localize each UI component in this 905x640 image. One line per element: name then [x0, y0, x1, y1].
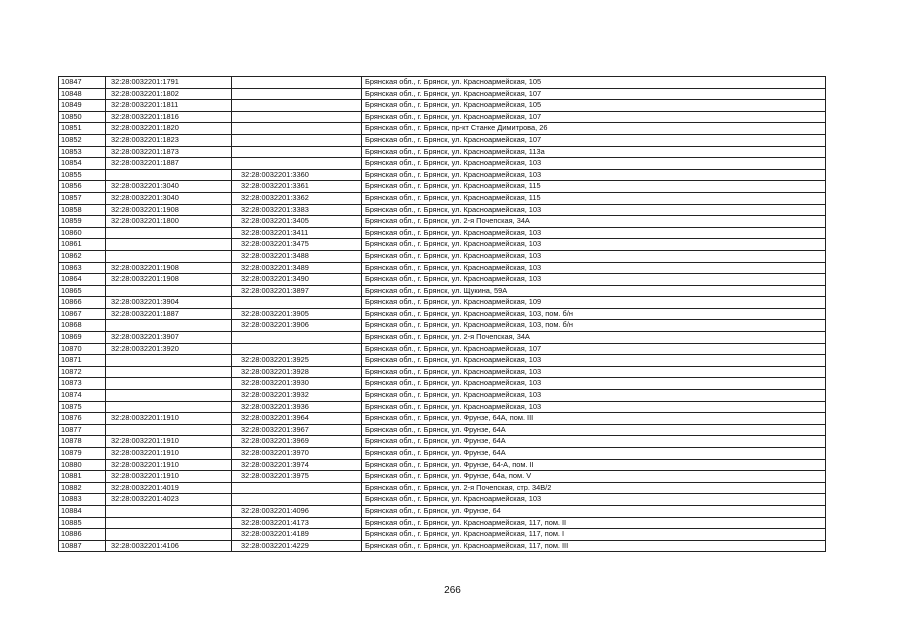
table-row	[59, 123, 826, 135]
table-body	[59, 77, 826, 552]
cadastral-number-cell: 32:28:0032201:1910	[106, 471, 232, 483]
row-number-cell: 10870	[59, 343, 106, 355]
address-cell: Брянская обл., г. Брянск, ул. Красноармейская, 103	[362, 250, 826, 262]
table-row	[59, 436, 826, 448]
row-number-cell: 10880	[59, 459, 106, 471]
cadastral-number-cell: 32:28:0032201:4023	[106, 494, 232, 506]
cadastral-number-cell: 32:28:0032201:3907	[106, 332, 232, 344]
object-cadastral-number-cell: 32:28:0032201:3383	[232, 204, 362, 216]
row-number-cell: 10876	[59, 413, 106, 425]
row-number-cell: 10867	[59, 308, 106, 320]
table-row	[59, 494, 826, 506]
address-cell: Брянская обл., г. Брянск, ул. Фрунзе, 64	[362, 505, 826, 517]
address-cell: Брянская обл., г. Брянск, ул. Красноармейская, 103	[362, 401, 826, 413]
cadastral-number-cell: 32:28:0032201:1887	[106, 158, 232, 170]
object-cadastral-number-cell: 32:28:0032201:3488	[232, 250, 362, 262]
row-number-cell: 10848	[59, 88, 106, 100]
object-cadastral-number-cell: 32:28:0032201:3928	[232, 366, 362, 378]
address-cell: Брянская обл., г. Брянск, ул. Фрунзе, 64а, пом. V	[362, 471, 826, 483]
cadastral-number-cell: 32:28:0032201:1910	[106, 459, 232, 471]
address-cell: Брянская обл., г. Брянск, ул. Красноармейская, 115	[362, 192, 826, 204]
address-cell: Брянская обл., г. Брянск, ул. Красноармейская, 103	[362, 227, 826, 239]
object-cadastral-number-cell: 32:28:0032201:3969	[232, 436, 362, 448]
row-number-cell: 10886	[59, 529, 106, 541]
address-cell: Брянская обл., г. Брянск, ул. Красноармейская, 117, пом. II	[362, 517, 826, 529]
table-row	[59, 459, 826, 471]
object-cadastral-number-cell: 32:28:0032201:3974	[232, 459, 362, 471]
table-row	[59, 517, 826, 529]
cadastral-number-cell: 32:28:0032201:3920	[106, 343, 232, 355]
cadastral-number-cell	[106, 378, 232, 390]
object-cadastral-number-cell: 32:28:0032201:3489	[232, 262, 362, 274]
object-cadastral-number-cell: 32:28:0032201:3897	[232, 285, 362, 297]
cadastral-number-cell: 32:28:0032201:1908	[106, 204, 232, 216]
row-number-cell: 10854	[59, 158, 106, 170]
cadastral-number-cell	[106, 401, 232, 413]
cadastral-number-cell: 32:28:0032201:1910	[106, 448, 232, 460]
address-cell: Брянская обл., г. Брянск, ул. Красноармейская, 107	[362, 111, 826, 123]
cadastral-number-cell	[106, 285, 232, 297]
cadastral-number-cell	[106, 366, 232, 378]
row-number-cell: 10873	[59, 378, 106, 390]
object-cadastral-number-cell	[232, 158, 362, 170]
cadastral-number-cell	[106, 169, 232, 181]
address-cell: Брянская обл., г. Брянск, ул. Красноармейская, 103	[362, 366, 826, 378]
table-row	[59, 204, 826, 216]
object-cadastral-number-cell: 32:28:0032201:3411	[232, 227, 362, 239]
address-cell: Брянская обл., г. Брянск, ул. Фрунзе, 64-А, пом. II	[362, 459, 826, 471]
cadastral-number-cell: 32:28:0032201:1802	[106, 88, 232, 100]
object-cadastral-number-cell: 32:28:0032201:3930	[232, 378, 362, 390]
table-row	[59, 529, 826, 541]
object-cadastral-number-cell: 32:28:0032201:3490	[232, 274, 362, 286]
address-cell: Брянская обл., г. Брянск, ул. 2-я Почепская, 34А	[362, 216, 826, 228]
object-cadastral-number-cell: 32:28:0032201:3967	[232, 424, 362, 436]
cadastral-number-cell	[106, 355, 232, 367]
object-cadastral-number-cell: 32:28:0032201:3360	[232, 169, 362, 181]
table-row	[59, 297, 826, 309]
cadastral-number-cell: 32:28:0032201:3904	[106, 297, 232, 309]
row-number-cell: 10856	[59, 181, 106, 193]
cadastral-number-cell: 32:28:0032201:4106	[106, 540, 232, 552]
cadastral-number-cell: 32:28:0032201:4019	[106, 482, 232, 494]
address-cell: Брянская обл., г. Брянск, ул. Красноармейская, 103	[362, 204, 826, 216]
row-number-cell: 10849	[59, 100, 106, 112]
table-row	[59, 77, 826, 89]
row-number-cell: 10871	[59, 355, 106, 367]
table-row	[59, 250, 826, 262]
address-cell: Брянская обл., г. Брянск, ул. 2-я Почепская, 34А	[362, 332, 826, 344]
address-cell: Брянская обл., г. Брянск, ул. Фрунзе, 64А	[362, 436, 826, 448]
cadastral-number-cell: 32:28:0032201:1816	[106, 111, 232, 123]
row-number-cell: 10847	[59, 77, 106, 89]
object-cadastral-number-cell	[232, 494, 362, 506]
table-row	[59, 308, 826, 320]
table-row	[59, 262, 826, 274]
row-number-cell: 10872	[59, 366, 106, 378]
object-cadastral-number-cell: 32:28:0032201:4096	[232, 505, 362, 517]
object-cadastral-number-cell	[232, 111, 362, 123]
table-row	[59, 471, 826, 483]
cadastral-number-cell: 32:28:0032201:1820	[106, 123, 232, 135]
table-row	[59, 482, 826, 494]
object-cadastral-number-cell	[232, 100, 362, 112]
address-cell: Брянская обл., г. Брянск, ул. Фрунзе, 64А	[362, 448, 826, 460]
table-row	[59, 239, 826, 251]
object-cadastral-number-cell: 32:28:0032201:3905	[232, 308, 362, 320]
address-cell: Брянская обл., г. Брянск, ул. Красноармейская, 117, пом. III	[362, 540, 826, 552]
address-cell: Брянская обл., г. Брянск, ул. Красноармейская, 103	[362, 169, 826, 181]
object-cadastral-number-cell: 32:28:0032201:3970	[232, 448, 362, 460]
cadastral-number-cell: 32:28:0032201:1800	[106, 216, 232, 228]
table-row	[59, 540, 826, 552]
object-cadastral-number-cell: 32:28:0032201:3975	[232, 471, 362, 483]
cadastral-number-cell: 32:28:0032201:1910	[106, 436, 232, 448]
table-row	[59, 100, 826, 112]
object-cadastral-number-cell: 32:28:0032201:3475	[232, 239, 362, 251]
cadastral-number-cell: 32:28:0032201:1791	[106, 77, 232, 89]
address-cell: Брянская обл., г. Брянск, ул. Фрунзе, 64А	[362, 424, 826, 436]
cadastral-number-cell: 32:28:0032201:1823	[106, 134, 232, 146]
row-number-cell: 10859	[59, 216, 106, 228]
address-cell: Брянская обл., г. Брянск, ул. Красноармейская, 105	[362, 77, 826, 89]
row-number-cell: 10865	[59, 285, 106, 297]
object-cadastral-number-cell	[232, 343, 362, 355]
row-number-cell: 10862	[59, 250, 106, 262]
object-cadastral-number-cell: 32:28:0032201:3405	[232, 216, 362, 228]
object-cadastral-number-cell: 32:28:0032201:3361	[232, 181, 362, 193]
cadastral-number-cell: 32:28:0032201:1908	[106, 274, 232, 286]
cadastral-number-cell: 32:28:0032201:1811	[106, 100, 232, 112]
object-cadastral-number-cell	[232, 332, 362, 344]
cadastral-number-cell: 32:28:0032201:1873	[106, 146, 232, 158]
cadastral-number-cell: 32:28:0032201:1887	[106, 308, 232, 320]
address-cell: Брянская обл., г. Брянск, ул. Красноармейская, 103	[362, 274, 826, 286]
table-row	[59, 192, 826, 204]
table-row	[59, 413, 826, 425]
cadastral-number-cell: 32:28:0032201:3040	[106, 192, 232, 204]
address-cell: Брянская обл., г. Брянск, ул. Красноармейская, 117, пом. I	[362, 529, 826, 541]
row-number-cell: 10874	[59, 390, 106, 402]
table-row	[59, 181, 826, 193]
object-cadastral-number-cell	[232, 88, 362, 100]
table-row	[59, 366, 826, 378]
table-row	[59, 88, 826, 100]
cadastral-number-cell	[106, 239, 232, 251]
row-number-cell: 10864	[59, 274, 106, 286]
row-number-cell: 10850	[59, 111, 106, 123]
cadastral-number-cell	[106, 390, 232, 402]
cadastral-number-cell: 32:28:0032201:3040	[106, 181, 232, 193]
address-cell: Брянская обл., г. Брянск, ул. Красноармейская, 107	[362, 343, 826, 355]
table-row	[59, 390, 826, 402]
row-number-cell: 10881	[59, 471, 106, 483]
row-number-cell: 10868	[59, 320, 106, 332]
object-cadastral-number-cell: 32:28:0032201:3362	[232, 192, 362, 204]
table-row	[59, 355, 826, 367]
table-row	[59, 285, 826, 297]
row-number-cell: 10863	[59, 262, 106, 274]
object-cadastral-number-cell	[232, 77, 362, 89]
cadastral-number-cell: 32:28:0032201:1910	[106, 413, 232, 425]
table-row	[59, 111, 826, 123]
table-row	[59, 146, 826, 158]
row-number-cell: 10861	[59, 239, 106, 251]
cadastral-number-cell	[106, 505, 232, 517]
table-row	[59, 169, 826, 181]
address-cell: Брянская обл., г. Брянск, ул. Красноармейская, 103	[362, 378, 826, 390]
object-cadastral-number-cell	[232, 123, 362, 135]
object-cadastral-number-cell	[232, 482, 362, 494]
row-number-cell: 10857	[59, 192, 106, 204]
row-number-cell: 10855	[59, 169, 106, 181]
table-row	[59, 216, 826, 228]
address-cell: Брянская обл., г. Брянск, ул. Красноармейская, 107	[362, 88, 826, 100]
address-cell: Брянская обл., г. Брянск, ул. Красноармейская, 103	[362, 390, 826, 402]
address-cell: Брянская обл., г. Брянск, ул. Красноармейская, 103	[362, 262, 826, 274]
table-row	[59, 320, 826, 332]
page-number: 266	[444, 585, 461, 596]
cadastral-number-cell	[106, 227, 232, 239]
row-number-cell: 10878	[59, 436, 106, 448]
row-number-cell: 10883	[59, 494, 106, 506]
cadastral-number-cell	[106, 529, 232, 541]
object-cadastral-number-cell: 32:28:0032201:4189	[232, 529, 362, 541]
row-number-cell: 10851	[59, 123, 106, 135]
object-cadastral-number-cell: 32:28:0032201:3932	[232, 390, 362, 402]
table-row	[59, 158, 826, 170]
table-row	[59, 274, 826, 286]
table-row	[59, 332, 826, 344]
cadastral-number-cell	[106, 424, 232, 436]
cadastral-number-cell: 32:28:0032201:1908	[106, 262, 232, 274]
object-cadastral-number-cell	[232, 134, 362, 146]
object-cadastral-number-cell: 32:28:0032201:3925	[232, 355, 362, 367]
object-cadastral-number-cell	[232, 297, 362, 309]
row-number-cell: 10877	[59, 424, 106, 436]
table-row	[59, 448, 826, 460]
row-number-cell: 10869	[59, 332, 106, 344]
address-cell: Брянская обл., г. Брянск, ул. Красноармейская, 109	[362, 297, 826, 309]
table-row	[59, 227, 826, 239]
object-cadastral-number-cell: 32:28:0032201:4173	[232, 517, 362, 529]
row-number-cell: 10885	[59, 517, 106, 529]
row-number-cell: 10882	[59, 482, 106, 494]
row-number-cell: 10853	[59, 146, 106, 158]
row-number-cell: 10852	[59, 134, 106, 146]
table-row	[59, 134, 826, 146]
cadastral-number-cell	[106, 320, 232, 332]
address-cell: Брянская обл., г. Брянск, пр-кт Станке Димитрова, 26	[362, 123, 826, 135]
address-cell: Брянская обл., г. Брянск, ул. Красноармейская, 103	[362, 494, 826, 506]
row-number-cell: 10875	[59, 401, 106, 413]
row-number-cell: 10884	[59, 505, 106, 517]
address-cell: Брянская обл., г. Брянск, ул. 2-я Почепская, стр. 34В/2	[362, 482, 826, 494]
table-row	[59, 343, 826, 355]
cadastral-number-cell	[106, 250, 232, 262]
cadastral-table	[58, 76, 826, 552]
address-cell: Брянская обл., г. Брянск, ул. Красноармейская, 107	[362, 134, 826, 146]
address-cell: Брянская обл., г. Брянск, ул. Красноармейская, 103	[362, 239, 826, 251]
object-cadastral-number-cell: 32:28:0032201:3936	[232, 401, 362, 413]
row-number-cell: 10860	[59, 227, 106, 239]
row-number-cell: 10858	[59, 204, 106, 216]
address-cell: Брянская обл., г. Брянск, ул. Красноармейская, 103, пом. б/н	[362, 320, 826, 332]
address-cell: Брянская обл., г. Брянск, ул. Красноармейская, 115	[362, 181, 826, 193]
object-cadastral-number-cell: 32:28:0032201:3906	[232, 320, 362, 332]
row-number-cell: 10866	[59, 297, 106, 309]
row-number-cell: 10879	[59, 448, 106, 460]
address-cell: Брянская обл., г. Брянск, ул. Щукина, 59А	[362, 285, 826, 297]
object-cadastral-number-cell: 32:28:0032201:4229	[232, 540, 362, 552]
address-cell: Брянская обл., г. Брянск, ул. Красноармейская, 103, пом. б/н	[362, 308, 826, 320]
address-cell: Брянская обл., г. Брянск, ул. Фрунзе, 64А, пом. III	[362, 413, 826, 425]
cadastral-number-cell	[106, 517, 232, 529]
address-cell: Брянская обл., г. Брянск, ул. Красноармейская, 105	[362, 100, 826, 112]
row-number-cell: 10887	[59, 540, 106, 552]
table-row	[59, 378, 826, 390]
object-cadastral-number-cell	[232, 146, 362, 158]
table-row	[59, 505, 826, 517]
table-row	[59, 424, 826, 436]
table-row	[59, 401, 826, 413]
object-cadastral-number-cell: 32:28:0032201:3964	[232, 413, 362, 425]
address-cell: Брянская обл., г. Брянск, ул. Красноармейская, 103	[362, 355, 826, 367]
address-cell: Брянская обл., г. Брянск, ул. Красноармейская, 113а	[362, 146, 826, 158]
address-cell: Брянская обл., г. Брянск, ул. Красноармейская, 103	[362, 158, 826, 170]
